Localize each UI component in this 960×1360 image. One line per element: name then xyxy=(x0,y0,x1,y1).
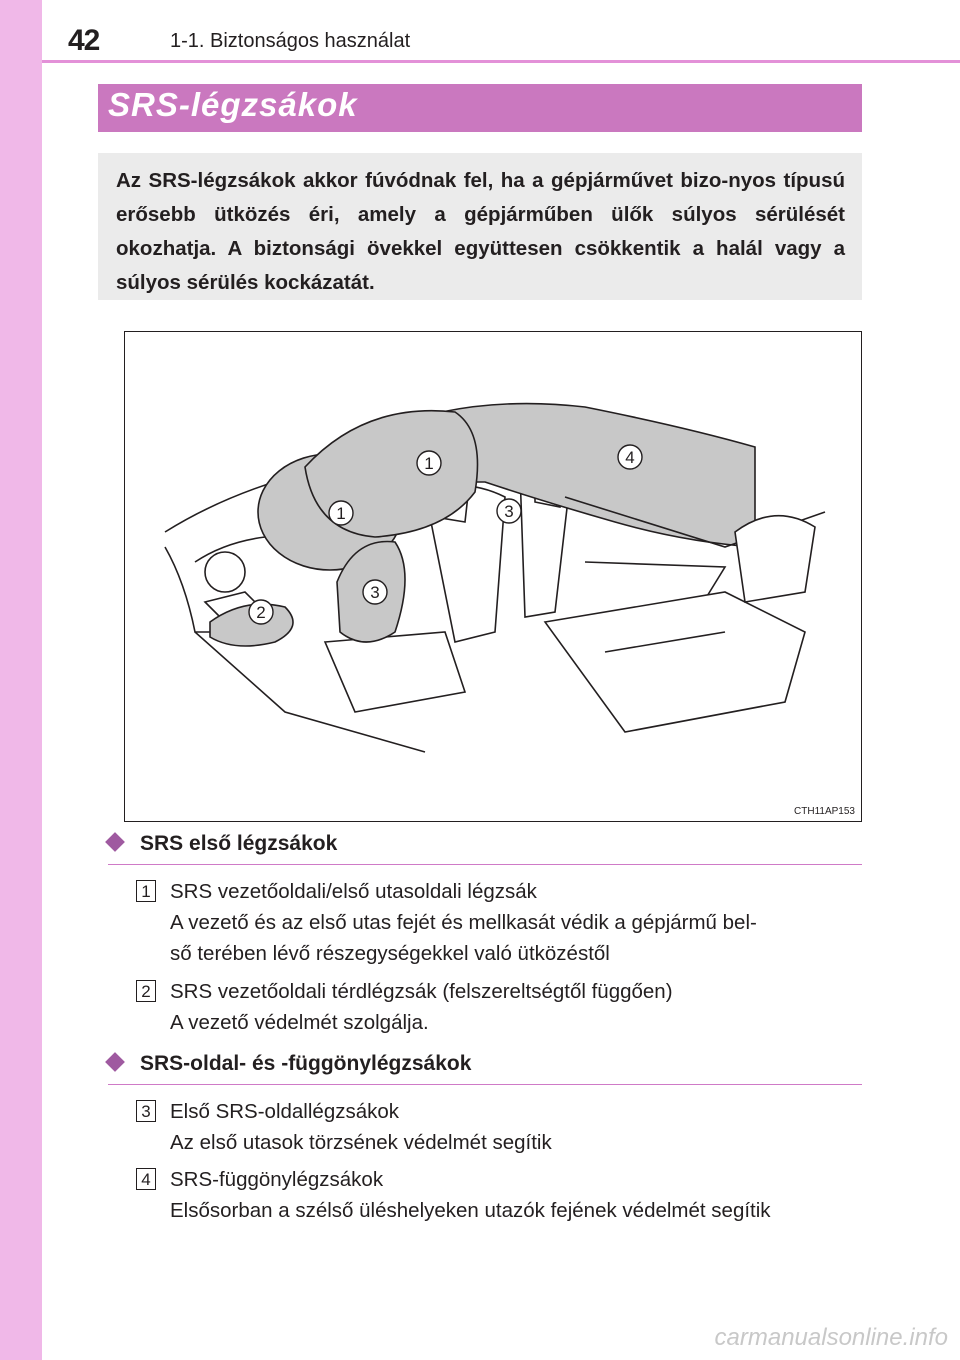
svg-text:2: 2 xyxy=(256,603,266,622)
callout-3-driver-side xyxy=(363,580,387,604)
item-description: A vezető és az első utas fejét és mellkasát védik a gépjármű bel- xyxy=(170,911,757,934)
callout-1-driver xyxy=(329,501,353,525)
callout-4-curtain xyxy=(618,445,642,469)
diamond-bullet-icon xyxy=(105,832,125,852)
item-description: A vezető védelmét szolgálja. xyxy=(170,1011,429,1034)
subheading-rule xyxy=(108,864,862,865)
item-title: Első SRS-oldallégzsákok xyxy=(170,1100,400,1123)
subheading-text: SRS-oldal- és -függönylégzsákok xyxy=(140,1052,472,1075)
callout-2-knee xyxy=(249,600,273,624)
item-number-badge: 1 xyxy=(136,880,156,902)
item-description: Elsősorban a szélső üléshelyeken utazók fejének védelmét segítik xyxy=(170,1199,771,1222)
list-item xyxy=(136,1164,862,1226)
item-number-badge: 2 xyxy=(136,980,156,1002)
item-title: SRS vezetőoldali térdlégzsák (felszereltségtől függően) xyxy=(170,980,673,1003)
list-item xyxy=(136,976,862,1038)
item-number-badge: 3 xyxy=(136,1100,156,1122)
diamond-bullet-icon xyxy=(105,1052,125,1072)
callout-3-passenger-side xyxy=(497,499,521,523)
subheading-text: SRS első légzsákok xyxy=(140,832,338,855)
chapter-running-head: 1-1. Biztonságos használat xyxy=(170,30,411,52)
callout-1-passenger xyxy=(417,451,441,475)
figure-code: CTH11AP153 xyxy=(794,806,855,817)
airbag-illustration xyxy=(124,331,862,822)
item-title: SRS vezetőoldali/első utasoldali légzsák xyxy=(170,880,537,903)
watermark: carmanualsonline.info xyxy=(714,1324,948,1351)
svg-text:1: 1 xyxy=(336,504,346,523)
subheading-front-airbags xyxy=(108,832,337,856)
item-description: Az első utasok törzsének védelmét segítik xyxy=(170,1131,552,1154)
car-interior-drawing xyxy=(125,332,862,822)
intro-text: Az SRS-légzsákok akkor fúvódnak fel, ha a gépjárművet bizo-nyos típusú erősebb ütközés éri, amely a gépjárműben ülők súlyos sérülését okozhatja. A biztonsági övekkel együttesen csökkentik a halál vagy a súlyos sérülés kockázatát. xyxy=(116,169,845,294)
list-item xyxy=(136,876,862,969)
list-item xyxy=(136,1096,862,1158)
header-rule xyxy=(42,60,960,63)
item-description: ső terében lévő részegységekkel való ütközéstől xyxy=(170,942,610,965)
svg-text:1: 1 xyxy=(424,454,434,473)
item-title: SRS-függönylégzsákok xyxy=(170,1168,384,1191)
side-color-strip xyxy=(0,0,42,1360)
svg-text:4: 4 xyxy=(625,448,635,467)
svg-text:3: 3 xyxy=(504,502,514,521)
item-number-badge: 4 xyxy=(136,1168,156,1190)
subheading-rule xyxy=(108,1084,862,1085)
svg-text:3: 3 xyxy=(370,583,380,602)
page-number: 42 xyxy=(68,24,100,57)
section-title: SRS-légzsákok xyxy=(108,86,358,123)
subheading-side-curtain-airbags xyxy=(108,1052,471,1076)
